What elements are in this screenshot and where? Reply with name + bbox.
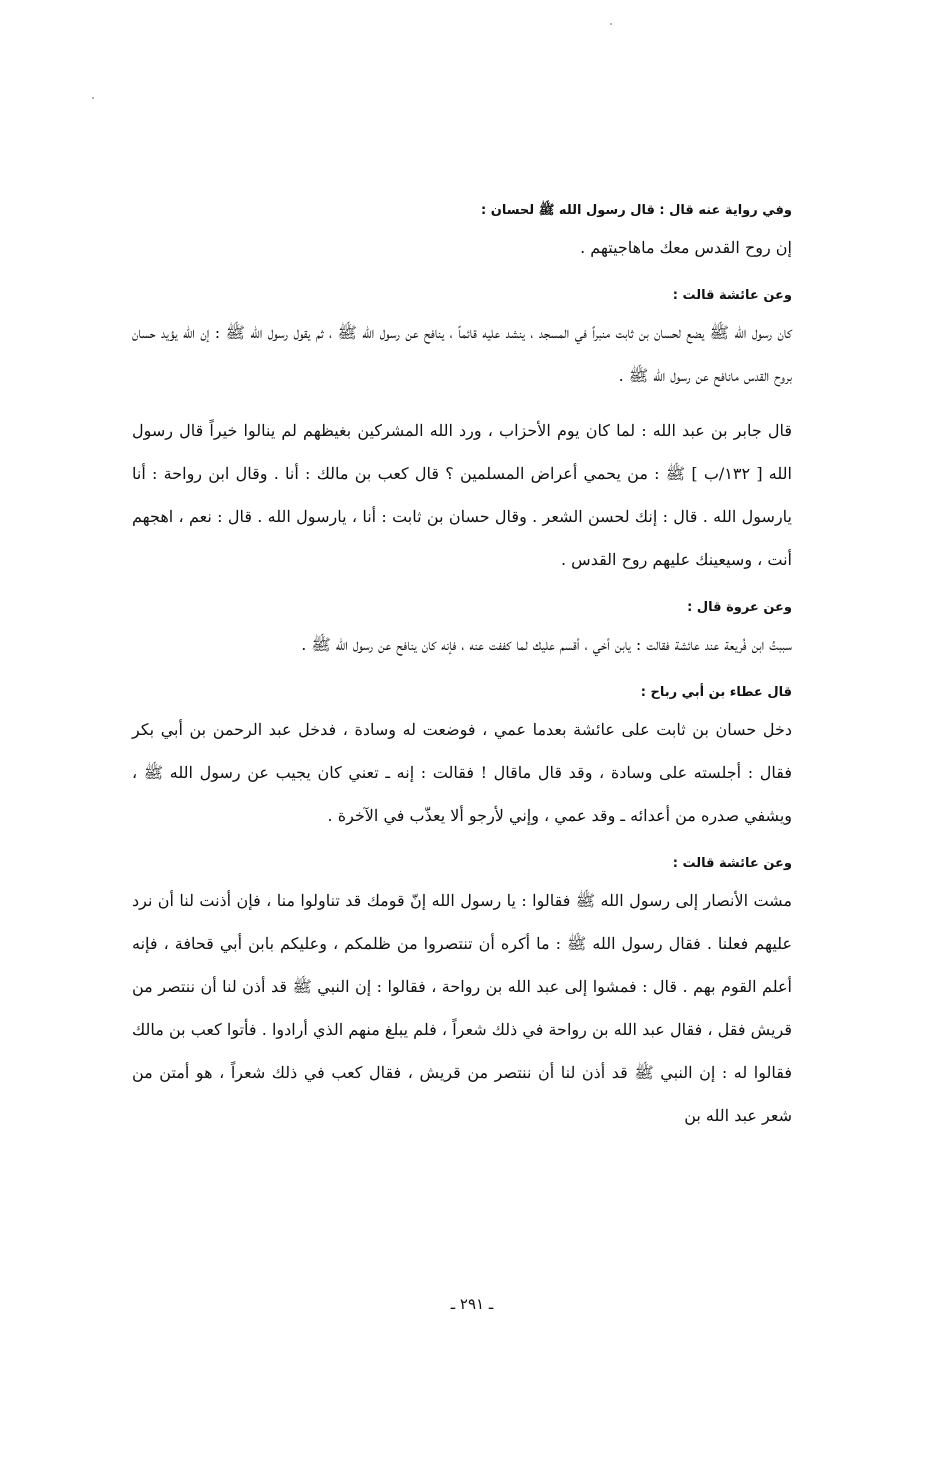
section-paragraph: إن روح القدس معك ماهاجيتهم . <box>580 238 792 257</box>
section-paragraph: كان رسول الله ﷺ يضع لحسان بن ثابت منبراً في المسجد ، ينشد عليه قائماً ، ينافح عن رسول الله ﷺ ، ثم يقول رسول الله ﷺ : إن الله يؤيد حسان بروح القدس مانافح عن رسول الله ﷺ . <box>132 323 792 385</box>
section-2 <box>132 281 792 397</box>
section-3 <box>132 409 792 581</box>
section-heading: وفي رواية عنه قال : قال رسول الله ﷺ لحسان : <box>481 203 792 218</box>
section-paragraph: سببتُ ابن فُريعة عند عائشة فقالت : يابن أخي ، أقسم عليك لما كففت عنه ، فإنه كان ينافح عن رسول الله ﷺ . <box>301 635 792 654</box>
section-heading: وعن عروة قال : <box>687 600 792 615</box>
section-1 <box>132 196 792 269</box>
scan-speck <box>92 97 94 99</box>
section-paragraph: قال جابر بن عبد الله : لما كان يوم الأحزاب ، ورد الله المشركين بغيظهم لم ينالوا خيراً قال رسول الله [ ١٣٢/ب ] ﷺ : من يحمي أعراض المسلمين ؟ قال كعب بن مالك : أنا . وقال ابن رواحة : أنا يارسول الله . قال : إنك لحسن الشعر . وقال حسان بن ثابت : أنا ، يارسول الله . قال : نعم ، اهجهم أنت ، وسيعينك عليهم روح القدس . <box>132 421 793 569</box>
section-6 <box>132 849 792 1137</box>
section-paragraph: دخل حسان بن ثابت على عائشة بعدما عمي ، فوضعت له وسادة ، فدخل عبد الرحمن بن أبي بكر فقال : أجلسته على وسادة ، وقد قال ماقال ! فقالت : إنه ـ تعني كان يجيب عن رسول الله ﷺ ، ويشفي صدره من أعدائه ـ وقد عمي ، وإني لأرجو ألا يعذّب في الآخرة . <box>132 720 793 825</box>
section-5 <box>132 678 792 837</box>
page-body <box>132 196 792 1149</box>
section-heading: وعن عائشة قالت : <box>672 856 792 871</box>
page-number: ـ ٢٩١ ـ <box>450 1295 494 1313</box>
section-heading: وعن عائشة قالت : <box>672 288 792 303</box>
section-heading: قال عطاء بن أبي رباح : <box>640 685 792 700</box>
scan-speck <box>610 23 612 25</box>
section-paragraph: مشت الأنصار إلى رسول الله ﷺ فقالوا : يا رسول الله إنّ قومك قد تناولوا منا ، فإن أذنت لنا أن نرد عليهم فعلنا . فقال رسول الله ﷺ : ما أكره أن تنتصروا من ظلمكم ، وعليكم بابن أبي قحافة ، فإنه أعلم القوم بهم . قال : فمشوا إلى عبد الله بن رواحة ، فقالوا : إن النبي ﷺ قد أذن لنا أن ننتصر من قريش فقل ، فقال عبد الله بن رواحة في ذلك شعراً ، فلم يبلغ منهم الذي أرادوا . فأتوا كعب بن مالك فقالوا له : إن النبي ﷺ قد أذن لنا أن ننتصر من قريش ، فقال كعب في ذلك شعراً ، هو أمتن من شعر عبد الله بن <box>132 891 793 1125</box>
section-4 <box>132 593 792 666</box>
